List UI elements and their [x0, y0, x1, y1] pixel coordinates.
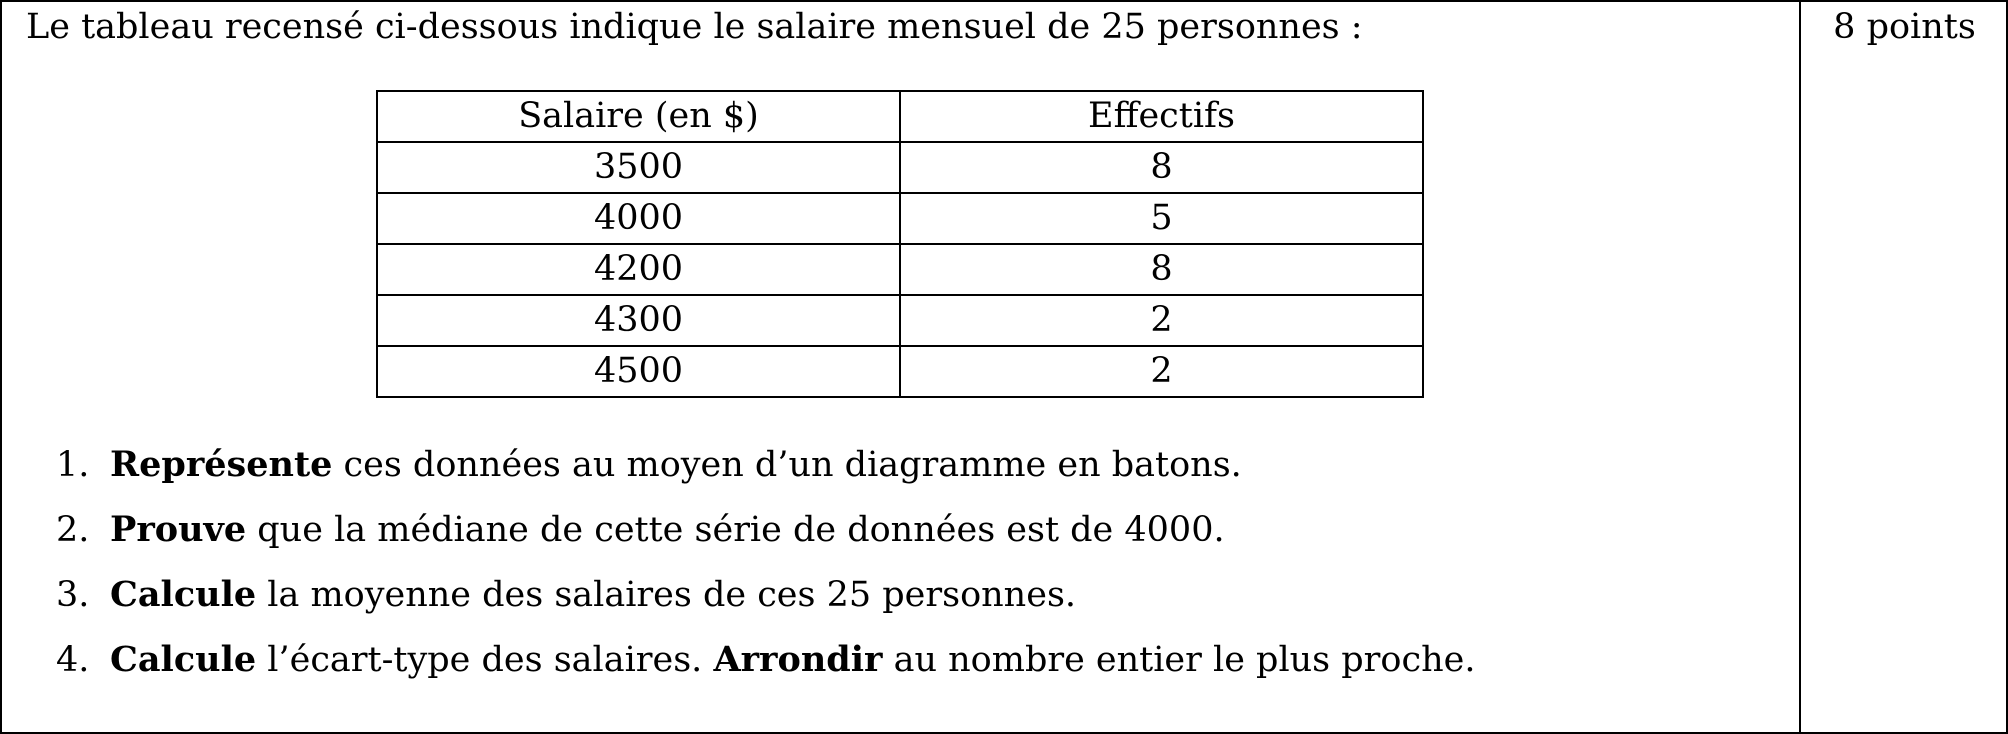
salary-header: Salaire (en $) — [377, 91, 900, 142]
question-verb: Calcule — [110, 639, 257, 680]
table-row — [377, 295, 1423, 346]
count-cell: 5 — [900, 193, 1423, 244]
count-cell: 2 — [900, 295, 1423, 346]
question-verb-secondary: Arrondir — [713, 639, 883, 680]
question-item — [56, 627, 1475, 692]
question-text-secondary: au nombre entier le plus proche. — [882, 640, 1476, 680]
question-number: 2. — [56, 510, 90, 550]
question-verb: Calcule — [110, 574, 257, 615]
count-cell: 8 — [900, 244, 1423, 295]
question-item — [56, 497, 1475, 562]
question-item — [56, 432, 1475, 497]
salary-cell: 4500 — [377, 346, 900, 397]
table-row — [377, 244, 1423, 295]
table-row — [377, 193, 1423, 244]
question-list — [56, 432, 1475, 692]
count-cell: 8 — [900, 142, 1423, 193]
question-text: l’écart-type des salaires. — [256, 640, 714, 680]
salary-cell: 4000 — [377, 193, 900, 244]
points-label: 8 points — [1833, 7, 1976, 47]
salary-cell: 3500 — [377, 142, 900, 193]
exercise-intro: Le tableau recensé ci-dessous indique le salaire mensuel de 25 personnes : — [26, 7, 1363, 47]
table-header-row — [377, 91, 1423, 142]
question-verb: Représente — [110, 444, 333, 485]
question-text: que la médiane de cette série de données est de 4000. — [246, 510, 1225, 550]
question-number: 4. — [56, 640, 90, 680]
count-cell: 2 — [900, 346, 1423, 397]
salary-table — [376, 90, 1424, 398]
table-row — [377, 142, 1423, 193]
salary-cell: 4300 — [377, 295, 900, 346]
question-text: ces données au moyen d’un diagramme en batons. — [332, 445, 1242, 485]
salary-cell: 4200 — [377, 244, 900, 295]
question-text: la moyenne des salaires de ces 25 personnes. — [256, 575, 1077, 615]
points-column-divider — [1799, 0, 1801, 734]
question-number: 1. — [56, 445, 90, 485]
question-number: 3. — [56, 575, 90, 615]
count-header: Effectifs — [900, 91, 1423, 142]
table-row — [377, 346, 1423, 397]
question-item — [56, 562, 1475, 627]
question-verb: Prouve — [110, 509, 247, 550]
